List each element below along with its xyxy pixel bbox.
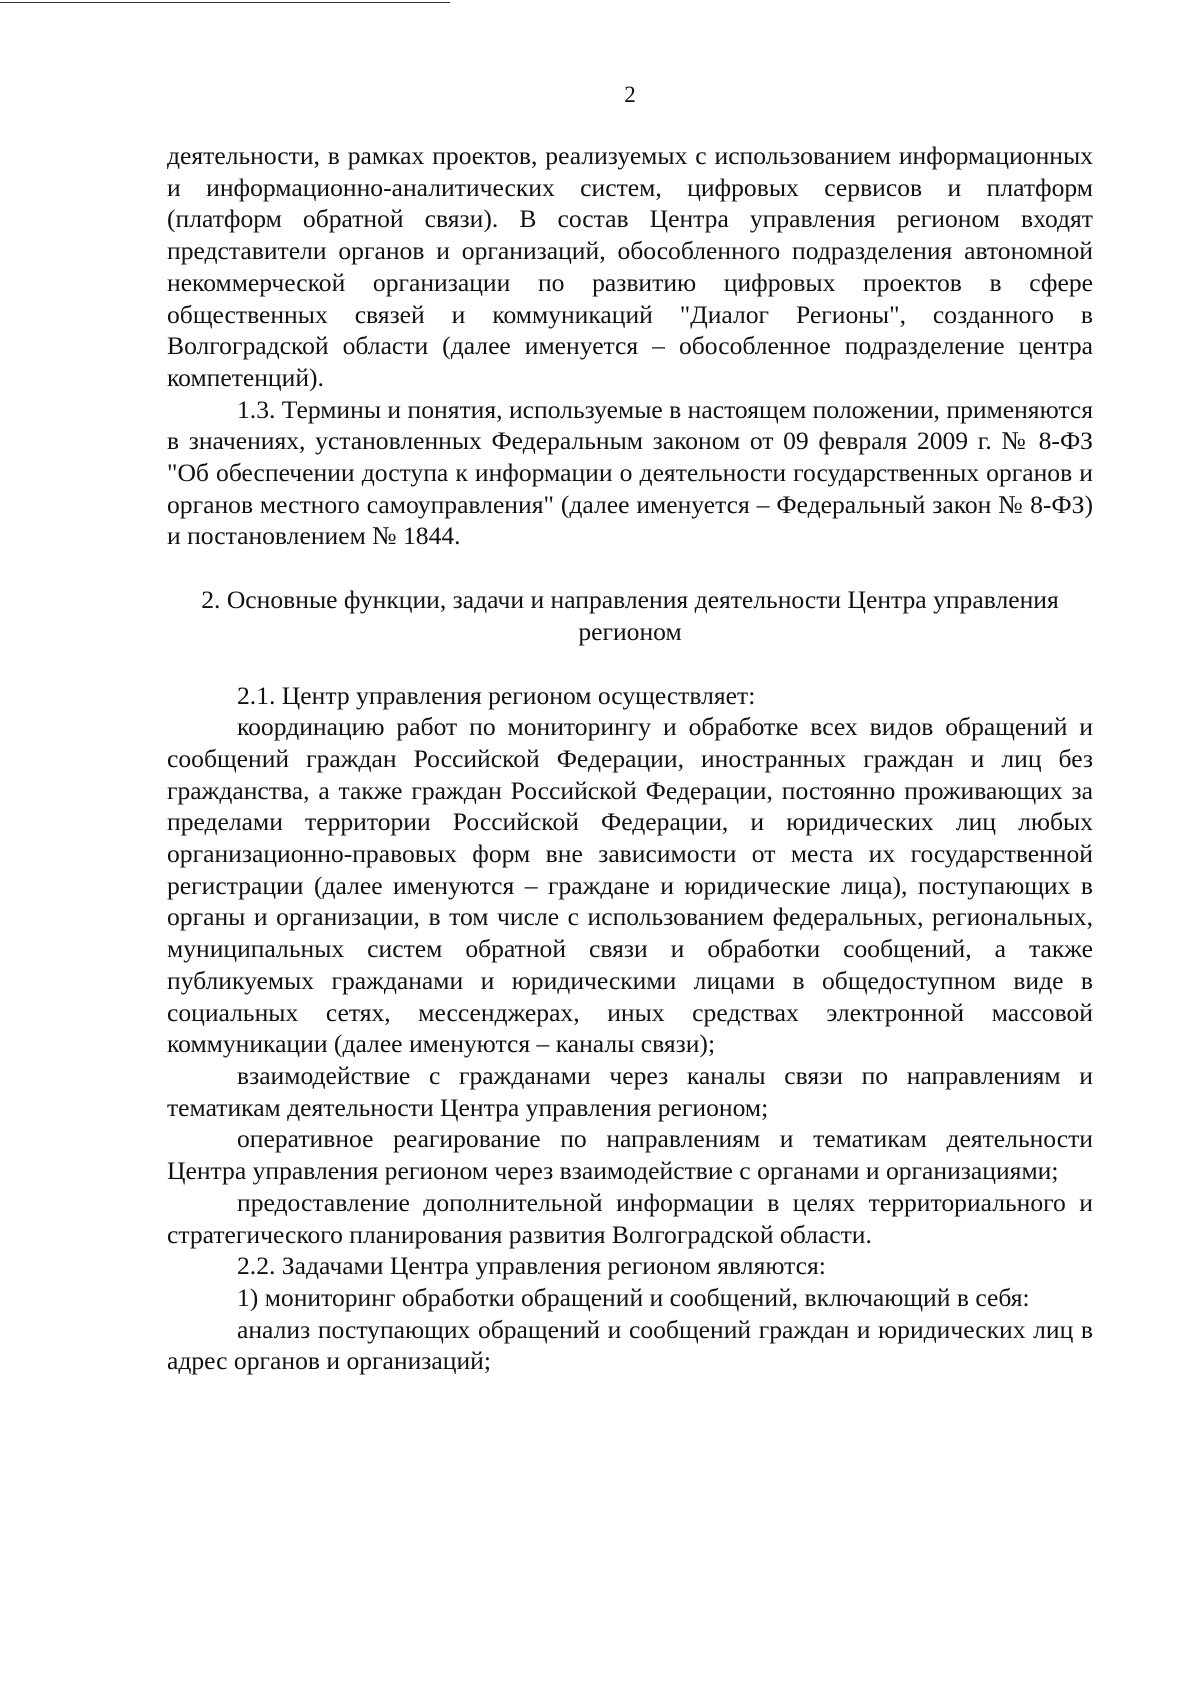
page-number: 2 <box>624 82 636 107</box>
paragraph-response: оперативное реагирование по направлениям и тематикам деятельности Центра управления регионом через взаимодействие с органами и организациями; <box>167 1124 1093 1186</box>
top-rule <box>0 2 450 3</box>
paragraph-continuation: деятельности, в рамках проектов, реализуемых с использованием информационных и информационно-аналитических систем, цифровых сервисов и платформ (платформ обратной связи). В состав Центра управления регионом входят представители органов и организаций, обособленного подразделения автономной некоммерческой организации по развитию цифровых проектов в сфере общественных связей и коммуникаций "Диалог Регионы", созданного в Волгоградской области (далее именуется – обособленное подразделение центра компетенций). <box>167 141 1093 392</box>
document-body <box>167 140 1093 1377</box>
paragraph-interaction: взаимодействие с гражданами через каналы связи по направлениям и тематикам деятельности Центра управления регионом; <box>167 1060 1093 1122</box>
paragraph-1-3: 1.3. Термины и понятия, используемые в настоящем положении, применяются в значениях, установленных Федеральным законом от 09 февраля 2009 г. № 8-ФЗ "Об обеспечении доступа к информации о деятельности государственных органов и органов местного самоуправления" (далее именуется – Федеральный закон № 8-ФЗ) и постановлением № 1844. <box>167 394 1093 551</box>
paragraph-item-1: 1) мониторинг обработки обращений и сообщений, включающий в себя: <box>237 1282 1030 1312</box>
paragraph-2-2: 2.2. Задачами Центра управления регионом являются: <box>237 1251 826 1281</box>
paragraph-coordination: координацию работ по мониторингу и обработке всех видов обращений и сообщений граждан Российской Федерации, иностранных граждан и лиц без гражданства, а также граждан Российской Федерации, постоянно проживающих за пределами территории Российской Федерации, и юридических лиц любых организационно-правовых форм вне зависимости от места их государственной регистрации (далее именуются – граждане и юридические лица), поступающих в органы и организации, в том числе с использованием федеральных, региональных, муниципальных систем обратной связи и обработки сообщений, а также публикуемых гражданами и юридическими лицами в общедоступном виде в социальных сетях, мессенджерах, иных средствах электронной массовой коммуникации (далее именуются – каналы связи); <box>167 712 1093 1059</box>
paragraph-analysis: анализ поступающих обращений и сообщений граждан и юридических лиц в адрес органов и организаций; <box>167 1314 1093 1376</box>
paragraph-2-1: 2.1. Центр управления регионом осуществляет: <box>237 680 756 710</box>
paragraph-provision: предоставление дополнительной информации в целях территориального и стратегического планирования развития Волгоградской области. <box>167 1187 1093 1249</box>
section-heading: 2. Основные функции, задачи и направления деятельности Центра управления регионом <box>201 585 1059 646</box>
